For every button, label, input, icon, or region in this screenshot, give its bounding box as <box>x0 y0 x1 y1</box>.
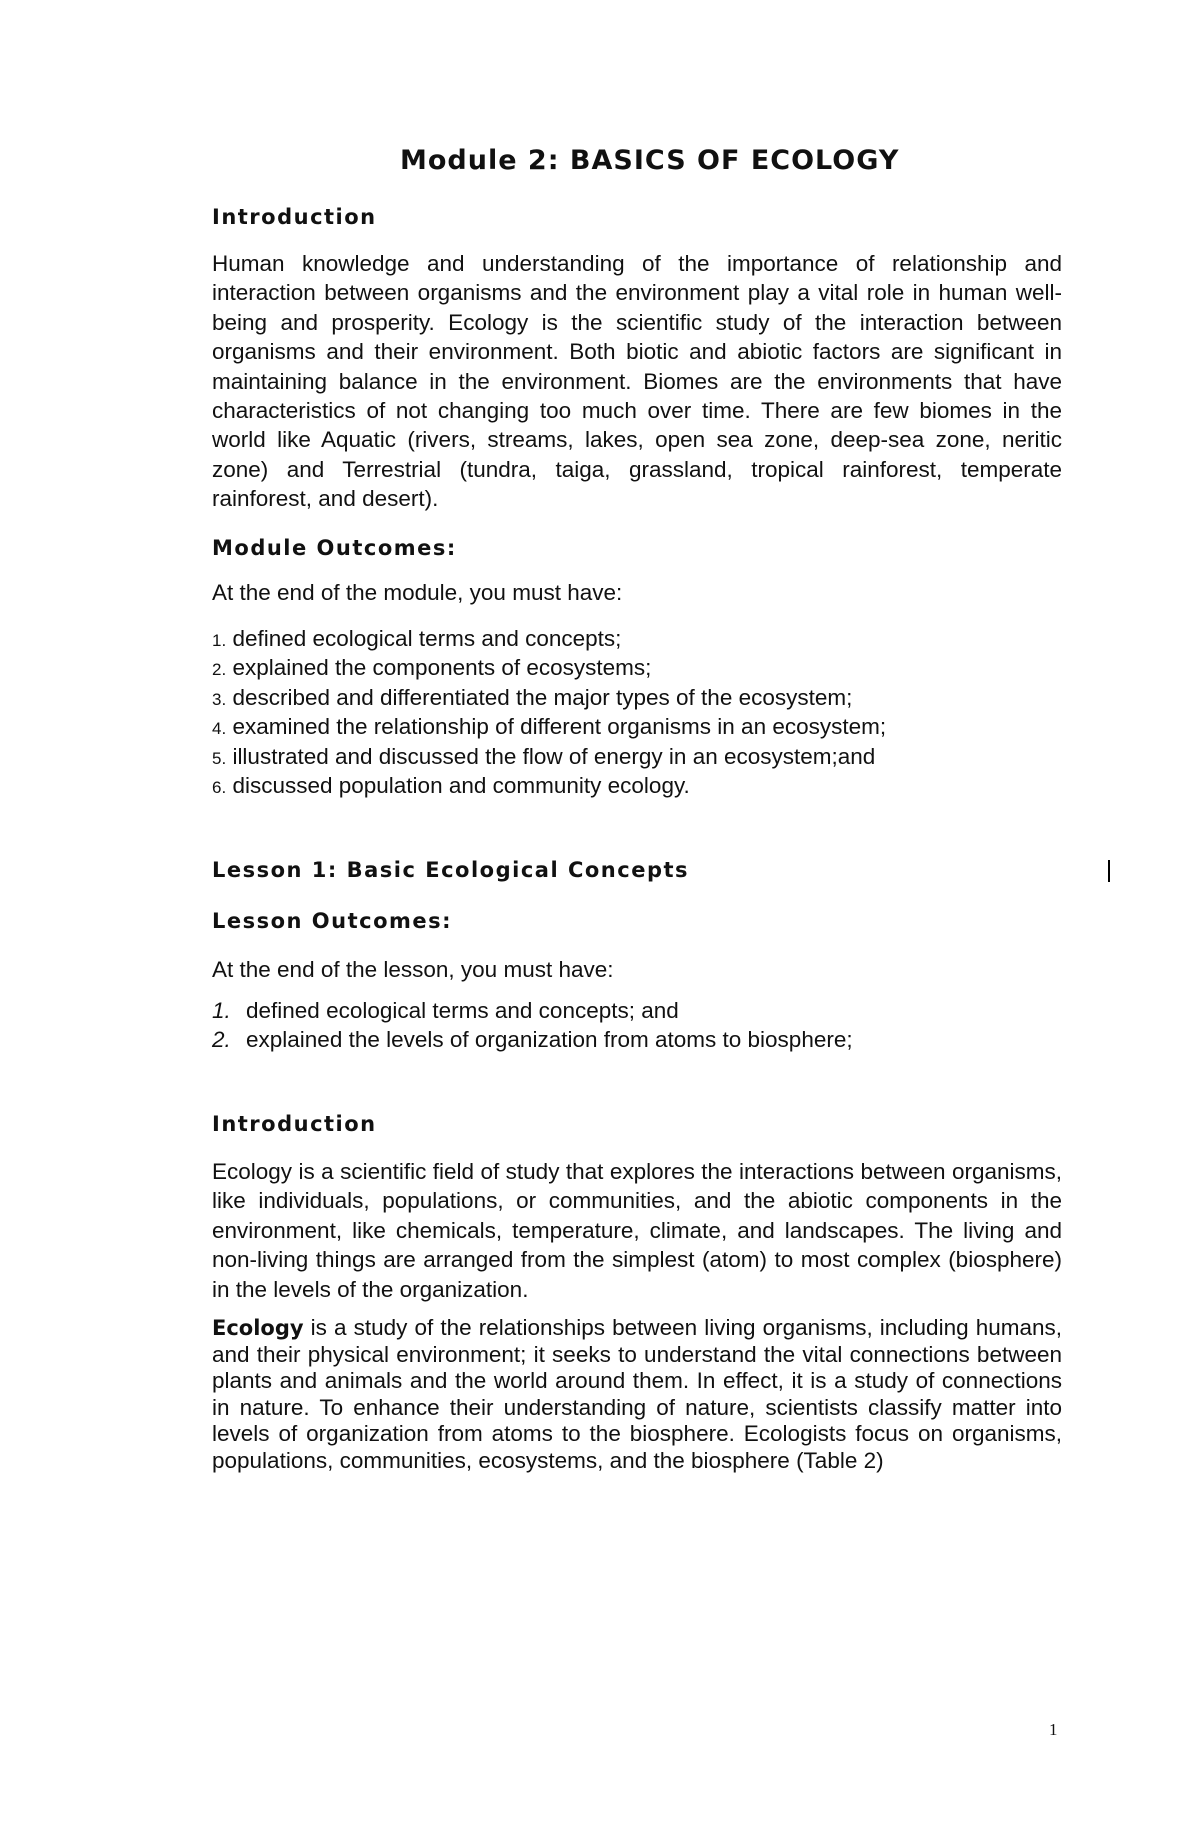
list-item <box>212 771 886 800</box>
list-text: explained the components of ecosystems; <box>226 655 652 681</box>
list-text: discussed population and community ecology. <box>226 772 690 798</box>
list-item <box>212 742 886 771</box>
ecology-term: Ecology <box>212 1316 304 1340</box>
list-number: 1. <box>212 631 227 650</box>
list-item <box>212 1025 853 1054</box>
lesson-intro-heading: Introduction <box>212 1112 377 1136</box>
page-number: 1 <box>1049 1720 1058 1739</box>
list-number: 4. <box>212 719 227 739</box>
list-text: defined ecological terms and concepts; <box>226 626 622 651</box>
lesson-outcomes-heading: Lesson Outcomes: <box>212 909 453 933</box>
lesson-outcomes-lead: At the end of the lesson, you must have: <box>212 957 614 982</box>
module-outcomes-lead: At the end of the module, you must have: <box>212 580 623 605</box>
ecology-paragraph <box>212 1315 1062 1474</box>
list-text: explained the levels of organization from atoms to biosphere; <box>246 1027 853 1053</box>
list-text: defined ecological terms and concepts; and <box>246 998 679 1023</box>
intro-paragraph: Human knowledge and understanding of the importance of relationship and interaction between organisms and the environment play a vital role in human well-being and prosperity. Ecology is the scientific study of the interaction between organisms and their environment. Both biotic and abiotic factors are significant in maintaining balance in the environment. Biomes are the environments that have characteristics of not changing too much over time. There are few biomes in the world like Aquatic (rivers, streams, lakes, open sea zone, deep-sea zone, neritic zone) and Terrestrial (tundra, taiga, grassland, tropical rainforest, temperate rainforest, and desert). <box>212 251 1062 512</box>
list-number: 2. <box>212 1027 231 1053</box>
list-text: described and differentiated the major types of the ecosystem; <box>226 684 853 710</box>
module-outcomes-heading: Module Outcomes: <box>212 536 457 560</box>
list-item <box>212 996 853 1025</box>
lesson-outcomes-list <box>212 996 853 1055</box>
module-title: Module 2: BASICS OF ECOLOGY <box>400 145 900 176</box>
list-number: 6. <box>212 777 227 797</box>
lesson-title: Lesson 1: Basic Ecological Concepts <box>212 858 690 882</box>
ecology-paragraph-text: is a study of the relationships between living organisms, including humans, and their physical environment; it seeks to understand the vital connections between plants and animals and the world around them. In effect, it is a study of connections in nature. To enhance their understanding of nature, scientists classify matter into levels of organization from atoms to the biosphere. Ecologists focus on organisms, populations, communities, ecosystems, and the biosphere (Table 2) <box>212 1315 1062 1473</box>
list-item <box>212 624 886 653</box>
list-item <box>212 712 886 741</box>
list-text: examined the relationship of different organisms in an ecosystem; <box>226 714 887 740</box>
list-text: illustrated and discussed the flow of energy in an ecosystem;and <box>226 743 876 769</box>
list-number: 1. <box>212 998 231 1023</box>
text-cursor <box>1108 860 1110 882</box>
lesson-intro-paragraph: Ecology is a scientific field of study that explores the interactions between organisms, like individuals, populations, or communities, and the abiotic components in the environment, like chemicals, temperature, climate, and landscapes. The living and non-living things are arranged from the simplest (atom) to most complex (biosphere) in the levels of the organization. <box>212 1159 1062 1302</box>
list-item <box>212 683 886 712</box>
module-outcomes-list <box>212 624 886 800</box>
list-number: 5. <box>212 748 227 768</box>
list-item <box>212 653 886 682</box>
list-number: 2. <box>212 660 227 680</box>
intro-heading: Introduction <box>212 205 377 229</box>
list-number: 3. <box>212 689 227 709</box>
